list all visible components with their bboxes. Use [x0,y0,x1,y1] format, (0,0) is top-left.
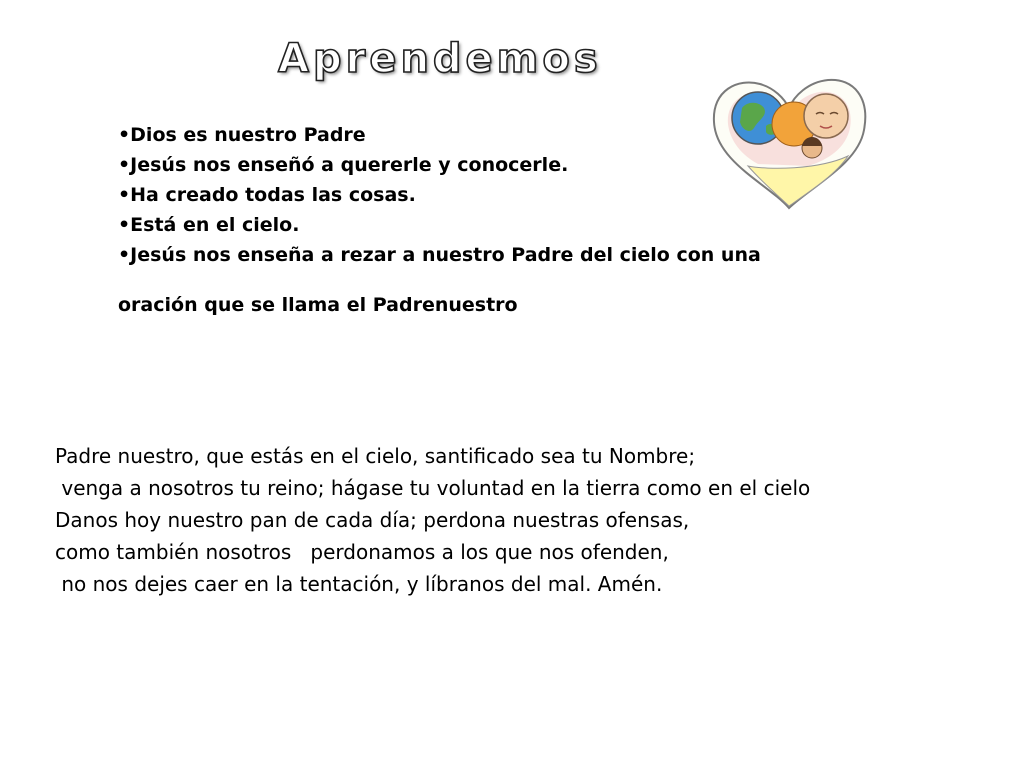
slide-title: Aprendemos [278,36,602,82]
prayer-text [55,440,955,600]
prayer-line: venga a nosotros tu reino; hágase tu voluntad en la tierra como en el cielo [55,476,811,500]
bullet-item: • Dios es nuestro Padre [118,120,918,150]
prayer-line: Padre nuestro, que estás en el cielo, santificado sea tu Nombre; [55,444,696,468]
bullet-item: • Está en el cielo. [118,210,918,240]
prayer-line: como también nosotros perdonamos a los que nos ofenden, [55,540,669,564]
bullet-item: • Ha creado todas las cosas. [118,180,918,210]
prayer-line: Danos hoy nuestro pan de cada día; perdona nuestras ofensas, [55,508,690,532]
prayer-line: no nos dejes caer en la tentación, y líbranos del mal. Amén. [55,572,663,596]
heart-illustration-icon [708,74,870,210]
bullet-item: • Jesús nos enseñó a quererle y conocerle. [118,150,918,180]
bullet-continuation: oración que se llama el Padrenuestro [118,294,518,316]
bullet-item: • Jesús nos enseña a rezar a nuestro Padre del cielo con una [118,240,918,270]
